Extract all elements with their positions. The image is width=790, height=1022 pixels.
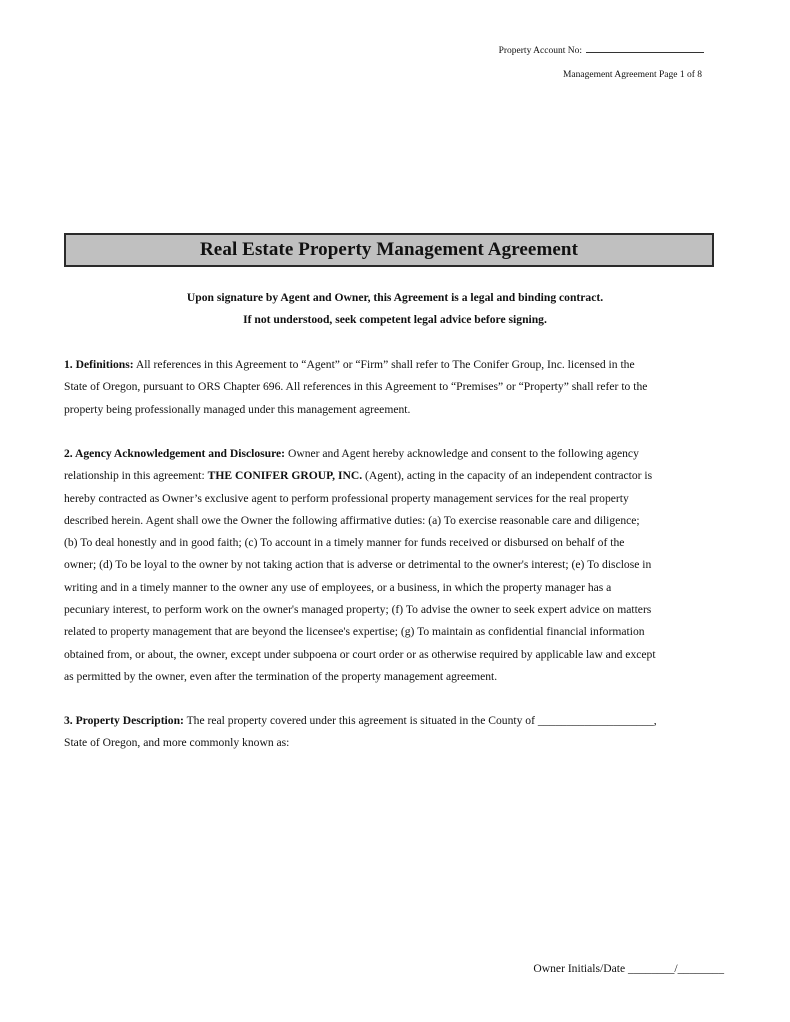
agency-line: hereby contracted as Owner’s exclusive agent to perform professional property management services for the real property — [64, 491, 629, 505]
property-line: State of Oregon, and more commonly known as: — [64, 736, 290, 750]
agency-line: obtained from, or about, the owner, except under subpoena or court order or as otherwise required by applicable law and except — [64, 647, 656, 661]
title-banner — [64, 233, 714, 267]
owner-initials-date[interactable]: Owner Initials/Date ________/________ — [533, 962, 724, 975]
definitions-line — [64, 354, 728, 376]
section-definitions — [64, 354, 728, 421]
agency-line: pecuniary interest, to perform work on the owner's managed property; (f) To advise the owner to seek expert advice on matters — [64, 603, 652, 617]
account-label: Property Account No: — [498, 46, 582, 56]
property-account-number — [499, 44, 704, 56]
property-heading: 3. Property Description: — [64, 714, 184, 727]
agency-text: Owner and Agent hereby acknowledge and consent to the following agency — [287, 447, 639, 460]
agency-line — [64, 465, 728, 487]
property-line — [64, 710, 728, 732]
page-indicator: Management Agreement Page 1 of 8 — [562, 70, 702, 80]
agency-firm-name: THE CONIFER GROUP, INC. — [207, 469, 363, 483]
definitions-text: All references in this Agreement to “Agent” or “Firm” shall refer to The Conifer Group, Inc. licensed in the — [135, 358, 635, 371]
agency-text: relationship in this agreement: — [64, 469, 208, 483]
section-property-description — [64, 710, 728, 755]
section-agency-disclosure — [64, 443, 728, 688]
binding-notice: Upon signature by Agent and Owner, this Agreement is a legal and binding contract. — [186, 291, 604, 304]
definitions-line: property being professionally managed under this management agreement. — [64, 402, 411, 416]
document-title: Real Estate Property Management Agreement — [199, 239, 578, 260]
agency-heading: 2. Agency Acknowledgement and Disclosure: — [64, 447, 286, 460]
agency-line — [64, 443, 728, 465]
agency-line: (b) To deal honestly and in good faith; (c) To account in a timely manner for funds received or disbursed on behalf of the — [64, 536, 625, 550]
account-number-blank[interactable] — [586, 44, 704, 53]
agency-line: writing and in a timely manner to the owner any use of employees, or a business, in which the property manager has a — [64, 580, 612, 594]
agency-line: related to property management that are beyond the licensee's expertise; (g) To maintain as confidential financial information — [64, 625, 645, 639]
agency-text: (Agent), acting in the capacity of an independent contractor is — [362, 469, 653, 483]
definitions-line: State of Oregon, pursuant to ORS Chapter 696. All references in this Agreement to “Premises” or “Property” shall refer to the — [64, 380, 648, 394]
agency-line: owner; (d) To be loyal to the owner by not taking action that is adverse or detrimental to the owner's interest; (e) To disclose in — [64, 558, 652, 572]
legal-advice-notice: If not understood, seek competent legal advice before signing. — [243, 313, 547, 326]
agency-line: described herein. Agent shall owe the Owner the following affirmative duties: (a) To exercise reasonable care and diligence; — [64, 513, 640, 527]
property-text: The real property covered under this agreement is situated in the County of ____________________, — [186, 714, 657, 727]
agency-line: as permitted by the owner, even after the termination of the property management agreement. — [64, 669, 498, 683]
definitions-heading: 1. Definitions: — [64, 358, 134, 371]
